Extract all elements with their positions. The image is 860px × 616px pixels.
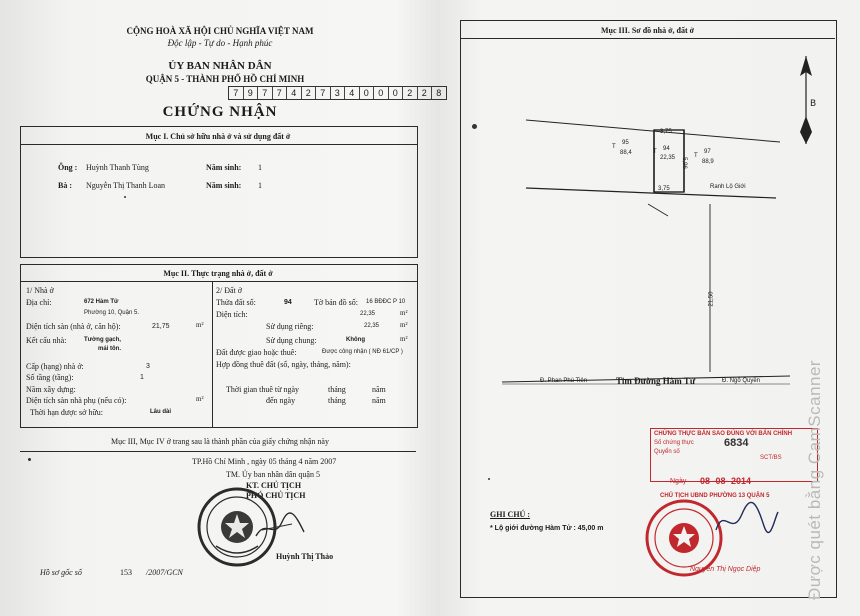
camscanner-watermark: Được quét bằng CamScanner [805, 359, 824, 600]
cert-quyen-suffix: SCT/BS [760, 455, 782, 461]
serial-digit: 2 [302, 87, 317, 99]
plan-right-area: 88,9 [702, 159, 714, 165]
plan-top-width: 3,75 [660, 129, 672, 135]
sign-date-line: TP.Hồ Chí Minh , ngày 05 tháng 4 năm 2007 [192, 457, 337, 466]
serial-digit: 7 [258, 87, 273, 99]
plan-main-area: 22,35 [660, 155, 676, 161]
address-label: Địa chỉ: [26, 298, 52, 307]
cert-signer: Nguyễn Thị Ngọc Diệp [690, 566, 761, 573]
serial-digit: 0 [389, 87, 404, 99]
floors-label: Số tầng (tầng): [26, 373, 74, 382]
lease-from-year: năm [372, 385, 386, 394]
cert-signature-icon [712, 500, 782, 542]
owner1-year-label: Năm sinh: [206, 163, 242, 172]
lease-to-label: đến ngày [266, 396, 296, 405]
owner1-year: 1 [258, 163, 262, 172]
serial-digit: 2 [418, 87, 433, 99]
plan-road-dimension: 21,50 [708, 291, 715, 307]
lease-contract-label: Hợp đồng thuê đất (số, ngày, tháng, năm): [216, 360, 351, 369]
floor-area-unit: m² [196, 321, 204, 329]
land-origin-value: Được công nhận ( NĐ 61/CP ) [322, 349, 403, 355]
file-label: Hồ sơ gốc số [40, 568, 82, 577]
serial-digit: 0 [360, 87, 375, 99]
structure-label: Kết cấu nhà: [26, 336, 67, 345]
structure-line2: mái tôn. [98, 346, 122, 352]
file-number: 153 [120, 568, 132, 577]
plan-main-plot: 94 [663, 146, 670, 152]
section3-heading: Mục III. Sơ đồ nhà ở, đất ở [600, 26, 695, 35]
republic-heading: CỘNG HOÀ XÃ HỘI CHỦ NGHĨA VIỆT NAM [126, 26, 314, 36]
signature-mark-icon [252, 510, 308, 544]
plan-main-t: T [653, 149, 657, 155]
address-line1: 672 Hàm Tử [84, 299, 119, 305]
plot-label: Thửa đất số: [216, 298, 256, 307]
section1-box [20, 126, 418, 258]
map-label: Tờ bản đồ số: [314, 298, 359, 307]
floor-area-label: Diện tích sàn (nhà ở, căn hộ): [26, 322, 121, 331]
cert-line1: CHỨNG THỰC BẢN SAO ĐÚNG VỚI BẢN CHÍNH [654, 431, 793, 437]
cert-number: 6834 [724, 437, 749, 449]
plan-road-name: Tim Đường Hàm Tử [616, 376, 696, 386]
notes-text: * Lộ giới đường Hàm Tử : 45,00 m [490, 525, 604, 532]
floor-area-value: 21,75 [152, 323, 170, 330]
lease-to-month: tháng [328, 396, 346, 405]
plan-right-t: T [694, 153, 698, 159]
cert-quyen-label: Quyển số [654, 449, 680, 455]
plan-left-plot: 95 [622, 140, 629, 146]
owner2-prefix: Bà : [58, 181, 72, 190]
plan-left-area: 88,4 [620, 150, 632, 156]
shared-use-label: Sử dụng chung: [266, 336, 317, 345]
serial-digit: 7 [229, 87, 244, 99]
structure-line1: Tường gạch, [84, 337, 121, 343]
serial-digit: 7 [273, 87, 288, 99]
grade-label: Cấp (hạng) nhà ở: [26, 362, 84, 371]
vice-chairman: PHÓ CHỦ TỊCH [246, 491, 306, 500]
plot-value: 94 [284, 299, 292, 306]
lease-from-label: Thời gian thuê từ ngày [226, 385, 299, 394]
land-origin-label: Đất được giao hoặc thuê: [216, 348, 297, 357]
extra-area-label: Diện tích sàn nhà phụ (nếu có): [26, 396, 127, 405]
cert-date: 08 -08- 2014 [700, 476, 752, 486]
cert-line2: Số chứng thực [654, 440, 694, 446]
section3-note: Mục III, Mục IV ở trang sau là thành phần của giấy chứng nhận này [111, 437, 329, 446]
private-use-label: Sử dụng riêng: [266, 322, 314, 331]
map-value: 16 BĐĐC P 10 [366, 299, 406, 305]
owner1-prefix: Ông : [58, 163, 78, 172]
serial-digit: 3 [331, 87, 346, 99]
term-value: Lâu dài [150, 409, 172, 415]
private-use-unit: m² [400, 321, 408, 329]
land-area-unit: m² [400, 309, 408, 317]
file-suffix: /2007/GCN [146, 568, 183, 577]
owner1-name: Huỳnh Thanh Tùng [86, 163, 149, 172]
house-title: 1/ Nhà ở [26, 286, 54, 295]
shared-use-unit: m² [400, 335, 408, 343]
serial-digit: 0 [374, 87, 389, 99]
owner2-year: 1 [258, 181, 262, 190]
on-behalf-line: TM. Ủy ban nhân dân quận 5 [226, 470, 320, 479]
plan-left-street: Đ. Phan Phú Tiên [540, 378, 588, 384]
extra-area-unit: m² [196, 395, 204, 403]
serial-digit: 4 [287, 87, 302, 99]
plan-bottom-width: 3,75 [658, 186, 670, 192]
lease-to-year: năm [372, 396, 386, 405]
plan-left-t: T [612, 144, 616, 150]
site-plan-diagram [480, 100, 810, 400]
committee-heading: ỦY BAN NHÂN DÂN [168, 60, 272, 72]
owner2-year-label: Năm sinh: [206, 181, 242, 190]
owner2-name: Nguyễn Thị Thanh Loan [86, 181, 166, 190]
plan-boundary-label: Ranh Lộ Giới [710, 184, 746, 190]
grade-value: 3 [146, 363, 150, 370]
serial-digit: 2 [403, 87, 418, 99]
land-area-value: 22,35 [360, 311, 376, 317]
address-line2: Phường 10, Quận 5. [84, 310, 139, 316]
term-label: Thời hạn được sở hữu: [30, 408, 103, 417]
cert-office: CHỦ TỊCH UBND PHƯỜNG 13 QUẬN 5 [660, 493, 770, 499]
built-year-label: Năm xây dựng: [26, 385, 76, 394]
serial-digit: 4 [345, 87, 360, 99]
svg-text:B: B [810, 99, 816, 109]
land-title: 2/ Đất ở [216, 286, 243, 295]
motto: Độc lập - Tự do - Hạnh phúc [167, 38, 273, 48]
lease-from-month: tháng [328, 385, 346, 394]
serial-number-boxes [228, 86, 447, 100]
plan-left-depth: 5,96 [680, 157, 687, 169]
serial-digit: 8 [436, 88, 442, 98]
section1-heading: Mục I. Chủ sở hữu nhà ở và sử dụng đất ở [145, 132, 291, 141]
shared-use-value: Không [346, 337, 365, 343]
section2-heading: Mục II. Thực trạng nhà ở, đất ở [163, 269, 273, 278]
notes-label: GHI CHÚ : [490, 510, 530, 519]
serial-digit: 7 [316, 87, 331, 99]
land-area-label: Diện tích: [216, 310, 248, 319]
plan-right-street: Đ. Ngô Quyền [722, 378, 761, 384]
serial-digit: 9 [244, 87, 259, 99]
private-use-value: 22,35 [364, 323, 380, 329]
cert-date-label: Ngày [670, 478, 687, 485]
certificate-title: CHỨNG NHẬN [162, 104, 278, 120]
floors-value: 1 [140, 374, 144, 381]
kt-chairman: KT. CHỦ TỊCH [246, 481, 302, 490]
district-heading: QUẬN 5 - THÀNH PHỐ HỒ CHÍ MINH [145, 74, 305, 84]
signer-name: Huỳnh Thị Thảo [276, 552, 334, 561]
plan-right-plot: 97 [704, 149, 711, 155]
